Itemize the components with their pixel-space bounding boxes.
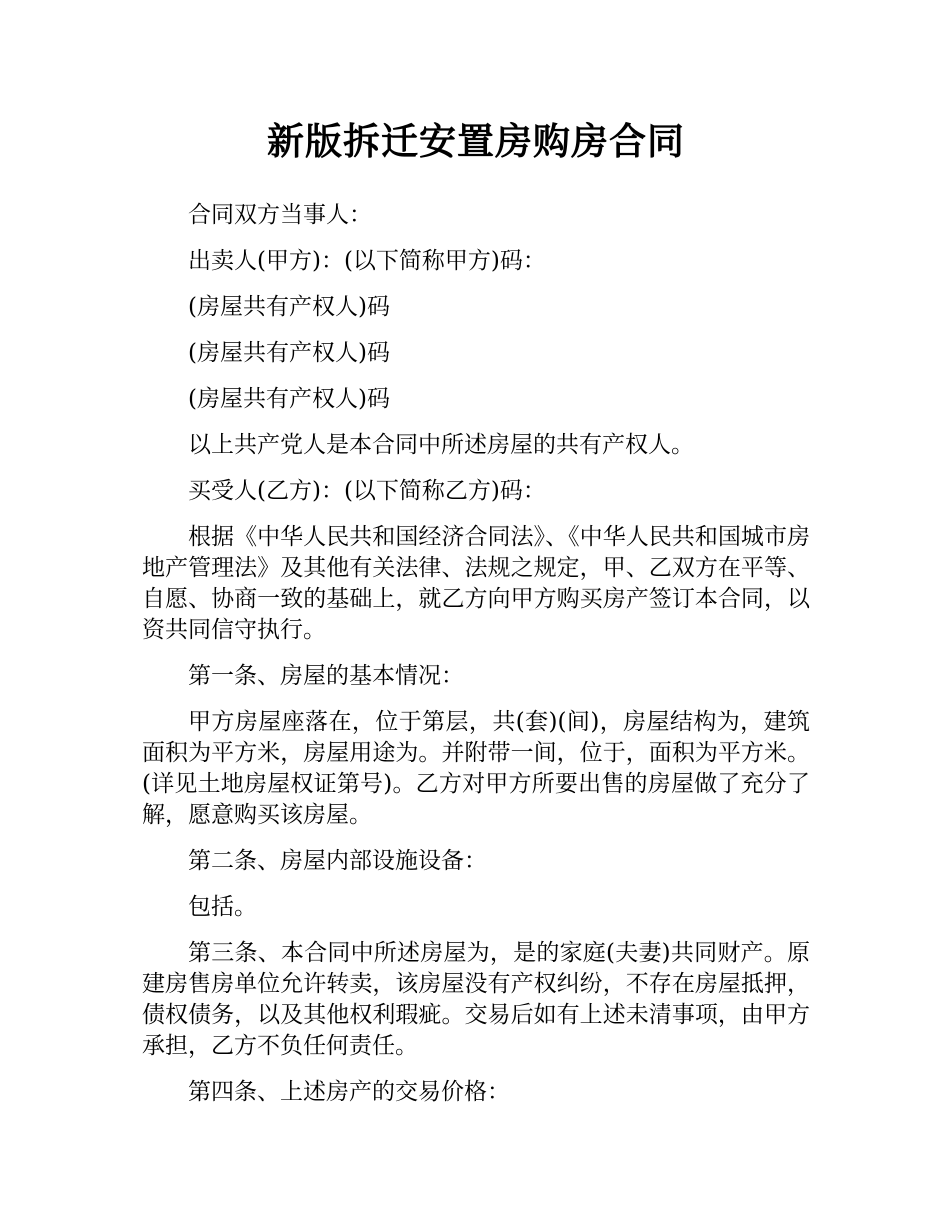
legal-basis-paragraph: 根据《中华人民共和国经济合同法》、《中华人民共和国城市房地产管理法》及其他有关法律、法规之规定，甲、乙双方在平等、自愿、协商一致的基础上，就乙方向甲方购买房产签订本合同，以资共同信守执行。 [142,524,810,643]
article-2-body: 包括。 [188,894,257,920]
contract-parties-heading: 合同双方当事人： [188,202,372,228]
article-1-heading: 第一条、房屋的基本情况： [188,663,464,689]
document-title: 新版拆迁安置房购房合同 [267,120,685,163]
co-owner-line-3: (房屋共有产权人)码 [188,386,390,412]
article-1-body: 甲方房屋座落在，位于第层，共(套)(间)，房屋结构为，建筑面积为平方米，房屋用途为。并附带一间，位于，面积为平方米。(详见土地房屋权证第号)。乙方对甲方所要出售的房屋做了充分了解，愿意购买该房屋。 [142,709,810,828]
co-owner-statement: 以上共产党人是本合同中所述房屋的共有产权人。 [188,432,694,458]
co-owner-line-2: (房屋共有产权人)码 [188,340,390,366]
article-4-heading: 第四条、上述房产的交易价格： [188,1079,510,1105]
co-owner-line-1: (房屋共有产权人)码 [188,294,390,320]
article-2-heading: 第二条、房屋内部设施设备： [188,848,487,874]
seller-line: 出卖人(甲方)：(以下简称甲方)码： [188,248,546,274]
buyer-line: 买受人(乙方)：(以下简称乙方)码： [188,478,546,504]
article-3-body: 第三条、本合同中所述房屋为，是的家庭(夫妻)共同财产。原建房售房单位允许转卖，该房屋没有产权纠纷，不存在房屋抵押，债权债务，以及其他权利瑕疵。交易后如有上述未清事项，由甲方承担，乙方不负任何责任。 [142,940,810,1059]
